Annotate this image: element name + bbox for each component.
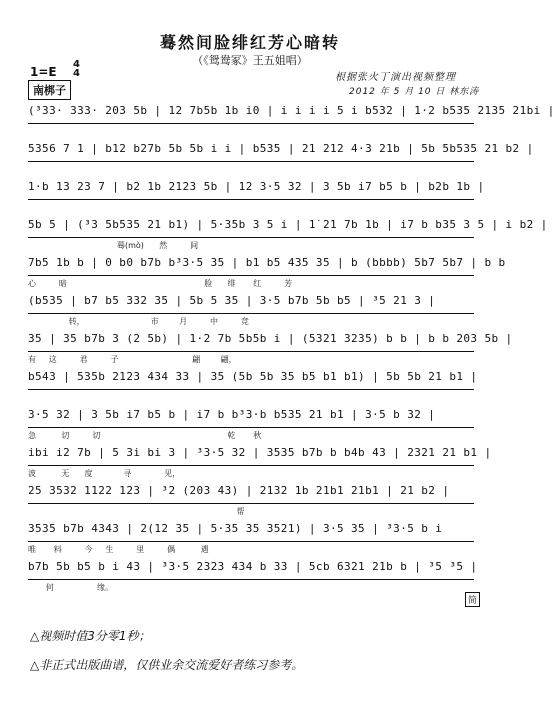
staff-notation: 3·5 32 | 3 5b i7 b5 b | i7 b b³3·b b535 21 b1 | 3·5 b 32 | <box>28 408 436 421</box>
staff-lyric <box>28 164 474 176</box>
staff-notation: (b535 | b7 b5 332 35 | 5b 5 35 | 3·5 b7b 5b b5 | ³5 21 3 | <box>28 294 436 307</box>
staff-line <box>28 218 548 240</box>
beam-line <box>28 199 474 200</box>
staff-lyric: 波 无 度 寻 见， <box>28 469 181 478</box>
beam-line <box>28 351 474 352</box>
staff-notation: 3535 b7b 4343 | 2(12 35 | 5·35 35 3521) | 3·5 35 | ³3·5 b i <box>28 522 443 535</box>
note-disclaimer: △非正式出版曲谱，仅供业余交流爱好者练习参考。 <box>30 658 304 672</box>
staff-lyric: 帮 <box>28 507 245 516</box>
staff-lyric: 转， 市 月 中 竞 <box>28 317 249 326</box>
staff-lyric: 有 这 君 子 翩 翩， <box>28 355 237 364</box>
staff-line <box>28 484 474 506</box>
staff-lyric: 何 缘。 <box>28 583 114 592</box>
staff-line <box>28 256 506 278</box>
time-signature <box>73 60 80 78</box>
beam-line <box>28 389 474 390</box>
staff-lyric <box>28 126 474 138</box>
staff-line <box>28 180 485 202</box>
staff-lyric <box>28 392 474 404</box>
beam-line <box>28 161 474 162</box>
beam-line <box>28 541 474 542</box>
time-signature-top: 4 <box>73 59 80 70</box>
staff-notation: 35 | 35 b7b 3 (2 5b) | 1·2 7b 5b5b i | (5321 3235) b b | b b 203 5b | <box>28 332 513 345</box>
staff-line <box>28 332 513 354</box>
note-duration: △视频时值3分零1秒； <box>30 629 151 643</box>
staff-notation: 5356 7 1 | b12 b27b 5b 5b i i | b535 | 21 212 4·3 21b | 5b 5b535 21 b2 | <box>28 142 534 155</box>
staff-notation: (³33· 3̇33· 203 5b | 12 7b5b 1b i0 | i i i i 5 i b532 | 1·2 b535 2135 21bi | <box>28 104 555 117</box>
staff-line <box>28 104 555 126</box>
staff-lyric: 急 切 切 乾 秋 <box>28 431 262 440</box>
staff-lyric <box>28 202 474 214</box>
staff-notation: ibi i2 7b | 5 3i bi 3 | ³3·5 32 | 3535 b7b b b4b 43 | 2321 21 b1 | <box>28 446 492 459</box>
staff-notation: b543 | 535b 2123 434 33 | 35 (5b 5b 35 b5 b1 b1) | 5b 5b 21 b1 | <box>28 370 478 383</box>
staff-lyric: 唯 料 今 生 里 偶 遇 <box>28 545 209 554</box>
corner-mark: 简 <box>465 592 480 607</box>
beam-line <box>28 465 474 466</box>
page-subtitle: （《鸳鸯冢》王五姐唱） <box>192 54 308 67</box>
beam-line <box>28 237 474 238</box>
staff-notation: 25 3532 1122 123 | ³2 (203 43) | 2132 1b 21b1 21b1 | 21 b2 | <box>28 484 450 497</box>
beam-line <box>28 275 474 276</box>
staff-notation: 1·b 13 23 7 | b2 1b 2123 5b | 12 3·5 32 | 3 5b i7 b5 b | b2b 1b | <box>28 180 485 193</box>
staff-notation: 7b5 1b b | 0 b0 b7b b³3·5 35 | b1 b5 435 35 | b (bbbb) 5b7 5b7 | b b <box>28 256 506 269</box>
staff-lyric: 心 暗 脸 绯 红 芳 <box>28 279 293 288</box>
staff-line <box>28 446 492 468</box>
beam-line <box>28 427 474 428</box>
date-line: 2012 年 5 月 10 日 林东涛 <box>349 87 480 97</box>
beam-line <box>28 503 474 504</box>
staff-notation: b7b 5b b5 b i 43 | ³3·5 2323 434 b 33 | 5cb 6321 21b b | ³5 ³5 | <box>28 560 478 573</box>
banqiang-label: 南梆子 <box>28 80 71 100</box>
staff-line <box>28 560 478 582</box>
key-signature: 1=E <box>30 65 57 79</box>
beam-line <box>28 579 474 580</box>
beam-line <box>28 313 474 314</box>
staff-notation: 5b 5 | (³3 5b535 21 b1) | 5·35b 3 5 i | 1̇ 2̇1 7b 1b | i7 b b35 3 5 | i b2 | <box>28 218 548 231</box>
staff-line <box>28 142 534 164</box>
staff-line <box>28 370 478 392</box>
time-signature-bottom: 4 <box>73 68 80 79</box>
page-title: 蓦然间脸绯红芳心暗转 <box>159 33 340 52</box>
staff-lyric: 蓦(mò) 然 间 <box>28 241 199 250</box>
staff-line <box>28 408 474 430</box>
beam-line <box>28 123 474 124</box>
credit-line: 根据张火丁演出视频整理 <box>335 72 456 83</box>
staff-line <box>28 522 474 544</box>
staff-line <box>28 294 474 316</box>
